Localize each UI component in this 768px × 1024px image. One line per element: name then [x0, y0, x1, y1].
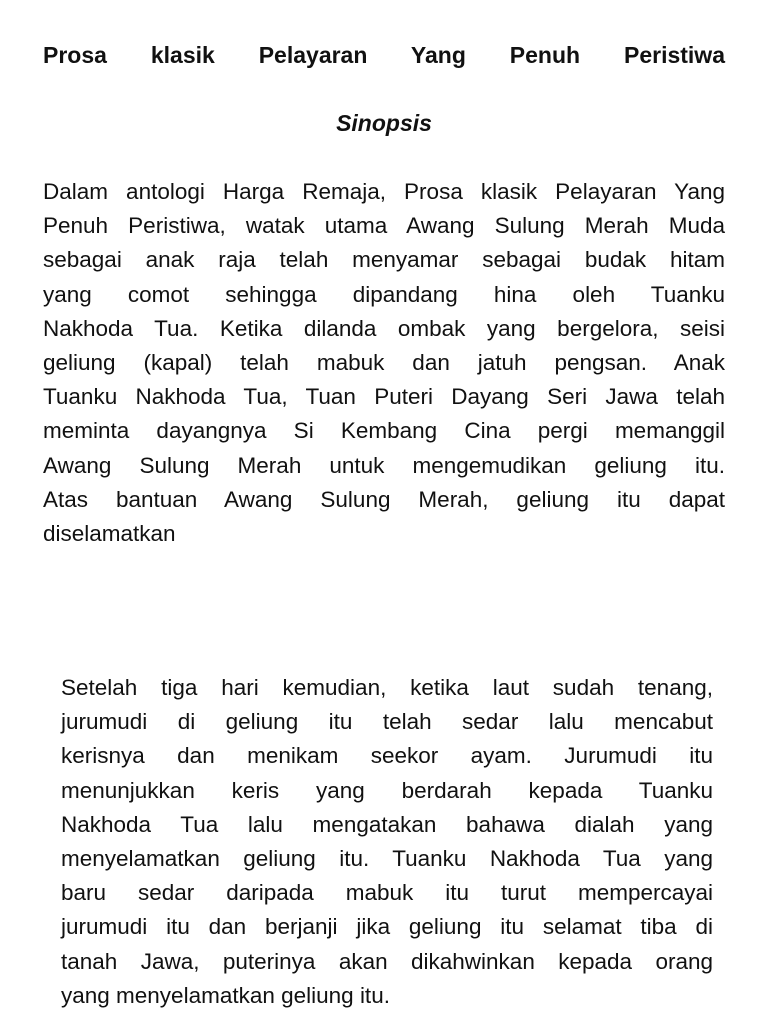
paragraph-line: yang menyelamatkan geliung itu. [61, 982, 390, 1008]
paragraph-line: menyelamatkan geliung itu. Tuanku Nakhoda Tua yang [61, 846, 713, 872]
paragraph-line: jurumudi itu dan berjanji jika geliung itu selamat tiba di [61, 914, 713, 940]
paragraph-line: yang comot sehingga dipandang hina oleh Tuanku [43, 281, 725, 307]
document-title: Prosa klasik Pelayaran Yang Penuh Peristiwa [43, 42, 725, 68]
paragraph-line: diselamatkan [43, 521, 176, 547]
paragraph-line: Tuanku Nakhoda Tua, Tuan Puteri Dayang Seri Jawa telah [43, 384, 725, 410]
paragraph-line: tanah Jawa, puterinya akan dikahwinkan kepada orang [61, 948, 713, 974]
paragraph-line: menunjukkan keris yang berdarah kepada Tuanku [61, 777, 713, 803]
paragraph-line: Penuh Peristiwa, watak utama Awang Sulung Merah Muda [43, 213, 725, 239]
synopsis-paragraph-1 [43, 175, 725, 551]
section-heading-sinopsis: Sinopsis [336, 110, 432, 136]
paragraph-line: Nakhoda Tua. Ketika dilanda ombak yang bergelora, seisi [43, 315, 725, 341]
paragraph-line: sebagai anak raja telah menyamar sebagai budak hitam [43, 247, 725, 273]
paragraph-line: Awang Sulung Merah untuk mengemudikan geliung itu. [43, 452, 725, 478]
paragraph-line: baru sedar daripada mabuk itu turut mempercayai [61, 880, 713, 906]
paragraph-line: geliung (kapal) telah mabuk dan jatuh pengsan. Anak [43, 350, 725, 376]
paragraph-line: Atas bantuan Awang Sulung Merah, geliung itu dapat [43, 486, 725, 512]
paragraph-line: kerisnya dan menikam seekor ayam. Jurumudi itu [61, 743, 713, 769]
synopsis-paragraph-2 [61, 671, 713, 1013]
paragraph-line: Nakhoda Tua lalu mengatakan bahawa dialah yang [61, 811, 713, 837]
paragraph-line: Setelah tiga hari kemudian, ketika laut sudah tenang, [61, 675, 713, 700]
paragraph-line: Dalam antologi Harga Remaja, Prosa klasik Pelayaran Yang [43, 179, 725, 204]
paragraph-line: jurumudi di geliung itu telah sedar lalu mencabut [61, 709, 713, 735]
paragraph-line: meminta dayangnya Si Kembang Cina pergi memanggil [43, 418, 725, 444]
